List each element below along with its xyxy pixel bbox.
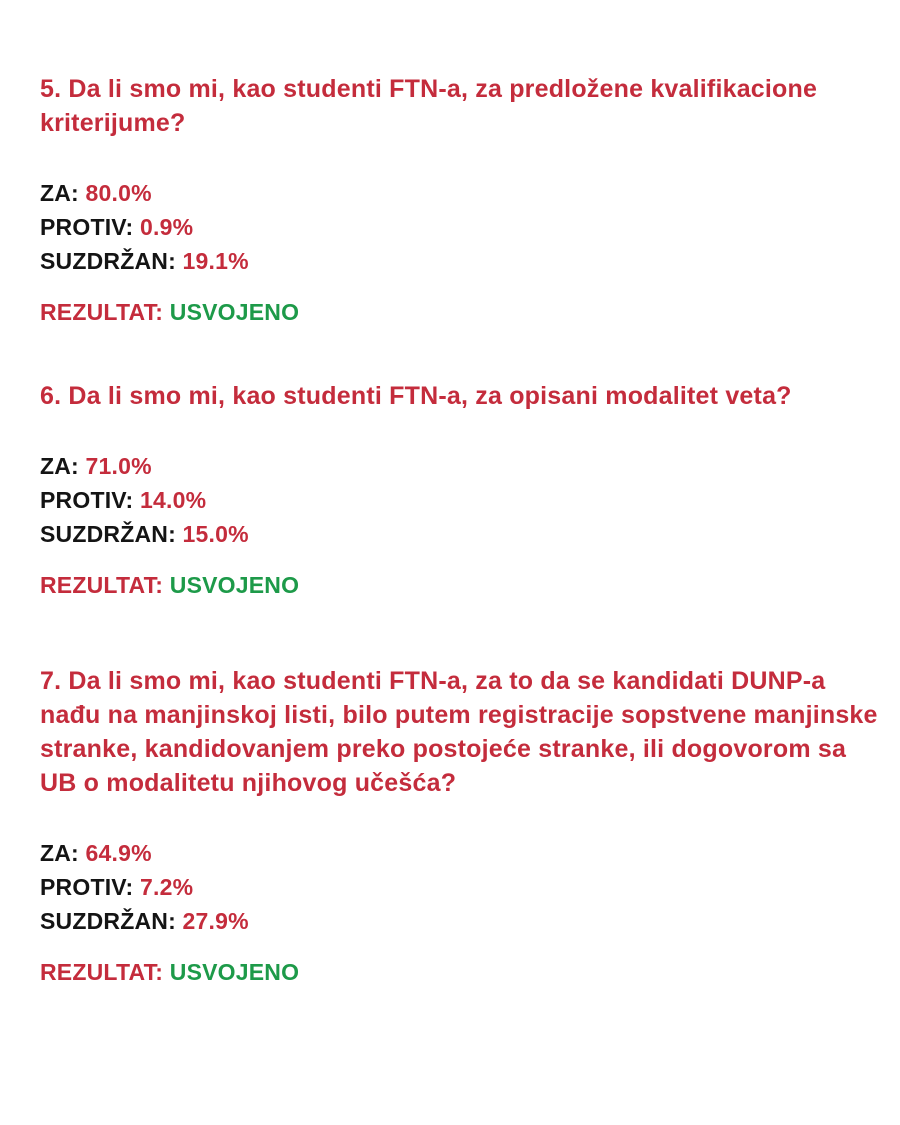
- vote-suzdrzan-label: SUZDRŽAN:: [40, 908, 176, 934]
- result-line: [40, 568, 880, 602]
- vote-za-label: ZA:: [40, 840, 79, 866]
- vote-list: [40, 449, 880, 551]
- vote-za: [40, 449, 880, 483]
- vote-protiv-value: 14.0%: [140, 487, 207, 513]
- vote-suzdrzan: [40, 517, 880, 551]
- vote-protiv-label: PROTIV:: [40, 214, 134, 240]
- question-block-6: [40, 379, 880, 602]
- vote-protiv: [40, 483, 880, 517]
- vote-protiv: [40, 210, 880, 244]
- vote-za: [40, 836, 880, 870]
- vote-suzdrzan-value: 19.1%: [182, 248, 249, 274]
- vote-list: [40, 836, 880, 938]
- result-outcome: USVOJENO: [169, 959, 300, 985]
- vote-protiv-value: 7.2%: [140, 874, 194, 900]
- vote-suzdrzan-label: SUZDRŽAN:: [40, 248, 176, 274]
- vote-protiv-label: PROTIV:: [40, 487, 134, 513]
- question-text: 6. Da li smo mi, kao studenti FTN-a, za opisani modalitet veta?: [40, 382, 792, 410]
- vote-suzdrzan-label: SUZDRŽAN:: [40, 521, 176, 547]
- vote-za-label: ZA:: [40, 453, 79, 479]
- vote-protiv: [40, 870, 880, 904]
- question-block-5: [40, 72, 880, 329]
- vote-protiv-label: PROTIV:: [40, 874, 134, 900]
- result-label: REZULTAT:: [40, 572, 164, 598]
- vote-za: [40, 176, 880, 210]
- result-outcome: USVOJENO: [169, 299, 300, 325]
- question-block-7: [40, 664, 880, 989]
- vote-suzdrzan-value: 15.0%: [182, 521, 249, 547]
- question-text: 5. Da li smo mi, kao studenti FTN-a, za predložene kvalifikacione kriterijume?: [40, 75, 818, 137]
- vote-za-value: 80.0%: [85, 180, 152, 206]
- vote-suzdrzan-value: 27.9%: [182, 908, 249, 934]
- result-outcome: USVOJENO: [169, 572, 300, 598]
- vote-suzdrzan: [40, 244, 880, 278]
- vote-za-label: ZA:: [40, 180, 79, 206]
- vote-protiv-value: 0.9%: [140, 214, 194, 240]
- result-line: [40, 955, 880, 989]
- vote-list: [40, 176, 880, 278]
- question-text: 7. Da li smo mi, kao studenti FTN-a, za to da se kandidati DUNP-a nađu na manjinskoj listi, bilo putem registracije sopstvene manjinske stranke, kandidovanjem preko postojeće stranke, ili dogovorom sa UB o modalitetu njihovog učešća?: [40, 667, 878, 797]
- vote-suzdrzan: [40, 904, 880, 938]
- result-line: [40, 295, 880, 329]
- result-label: REZULTAT:: [40, 299, 164, 325]
- vote-za-value: 64.9%: [85, 840, 152, 866]
- result-label: REZULTAT:: [40, 959, 164, 985]
- vote-za-value: 71.0%: [85, 453, 152, 479]
